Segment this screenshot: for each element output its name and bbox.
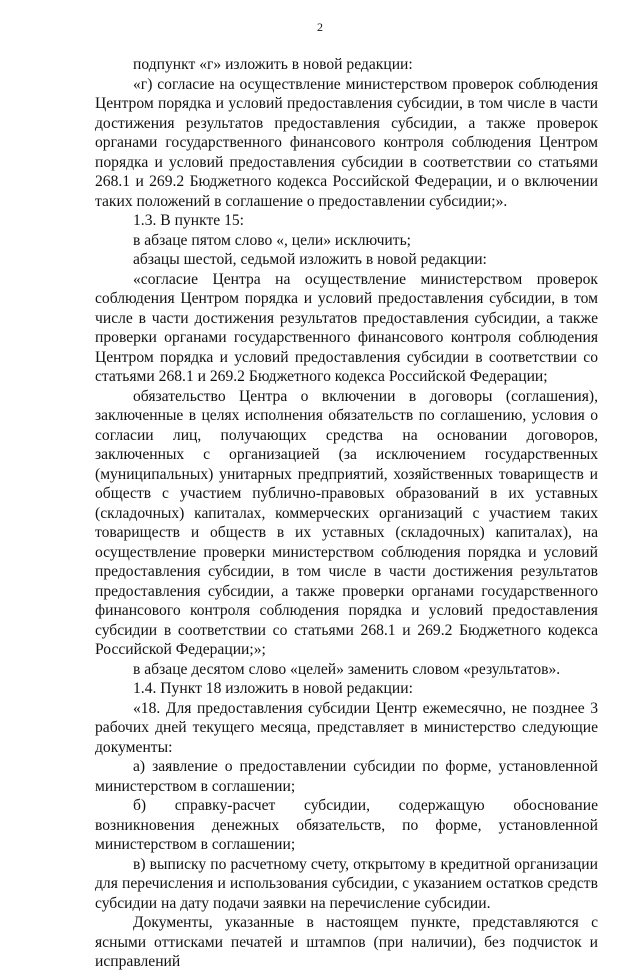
paragraph-subpoint-g-intro: подпункт «г» изложить в новой редакции: xyxy=(133,56,413,73)
paragraph-consent-center: «согласие Центра на осуществление министерством проверок соблюдения Центром порядка и условий предоставления субсидии, в том числе в части достижения результатов предоставления субсидии, а также проверки органами государственного финансового контроля соблюдения Центром порядка и условий предоставления субсидии в соответствии со статьями 268.1 и 269.2 Бюджетного кодекса Российской Федерации; xyxy=(95,270,598,385)
paragraph-item-1-4: 1.4. Пункт 18 изложить в новой редакции: xyxy=(133,680,413,697)
paragraph-abzac-5: в абзаце пятом слово «, цели» исключить; xyxy=(133,231,412,249)
paragraph-doc-b: б) справку-расчет субсидии, содержащую обоснование возникновения денежных обязательств, по форме, установленной министерством в соглашении; xyxy=(95,797,598,853)
paragraph-item-1-3: 1.3. В пункте 15: xyxy=(133,212,245,229)
paragraph-obligation-center: обязательство Центра о включении в договоры (соглашения), заключенные в целях исполнения обязательств по соглашению, условия о согласии лиц, получающих средства на основании договоров, заключенных с организацией (за исключением государственных (муниципальных) унитарных предприятий, хозяйственных товариществ и обществ с участием публично-правовых образований в их уставных (складочных) капиталах, коммерческих организаций с участием таких товариществ и обществ в их уставных (складочных) капиталах), на осуществление проверки министерством соблюдения порядка и условий предоставления субсидии, в том числе в части достижения результатов предоставления субсидии, а также проверки органами государственного финансового контроля соблюдения порядка и условий предоставления субсидии в соответствии со статьями 268.1 и 269.2 Бюджетного кодекса Российской Федерации;»; xyxy=(95,387,598,658)
paragraph-abzac-6-7-intro: абзацы шестой, седьмой изложить в новой редакции: xyxy=(133,251,487,268)
paragraph-subpoint-g-text: «г) согласие на осуществление министерством проверок соблюдения Центром порядка и условий предоставления субсидии, в том числе в части достижения результатов предоставления субсидии, а также проверок органами государственного финансового контроля соблюдения Центром порядка и условий предоставления субсидии в соответствии со статьями 268.1 и 269.2 Бюджетного кодекса Российской Федерации, и о включении таких положений в соглашение о предоставлении субсидии;». xyxy=(95,75,598,210)
paragraph-doc-a: а) заявление о предоставлении субсидии по форме, установленной министерством в соглашении; xyxy=(95,758,598,795)
page-number: 2 xyxy=(317,20,323,34)
paragraph-documents-note: Документы, указанные в настоящем пункте, представляются с ясными оттисками печатей и штампов (при наличии), без подчисток и исправлений xyxy=(95,914,598,970)
document-body xyxy=(95,55,598,972)
paragraph-point-18: «18. Для предоставления субсидии Центр ежемесячно, не позднее 3 рабочих дней текущего месяца, представляет в министерство следующие документы: xyxy=(95,699,598,756)
paragraph-abzac-10: в абзаце десятом слово «целей» заменить словом «результатов». xyxy=(133,660,561,678)
paragraph-doc-v: в) выписку по расчетному счету, открытому в кредитной организации для перечисления и использования субсидии, с указанием остатков средств субсидии на дату подачи заявки на перечисление субсидии. xyxy=(95,855,598,912)
